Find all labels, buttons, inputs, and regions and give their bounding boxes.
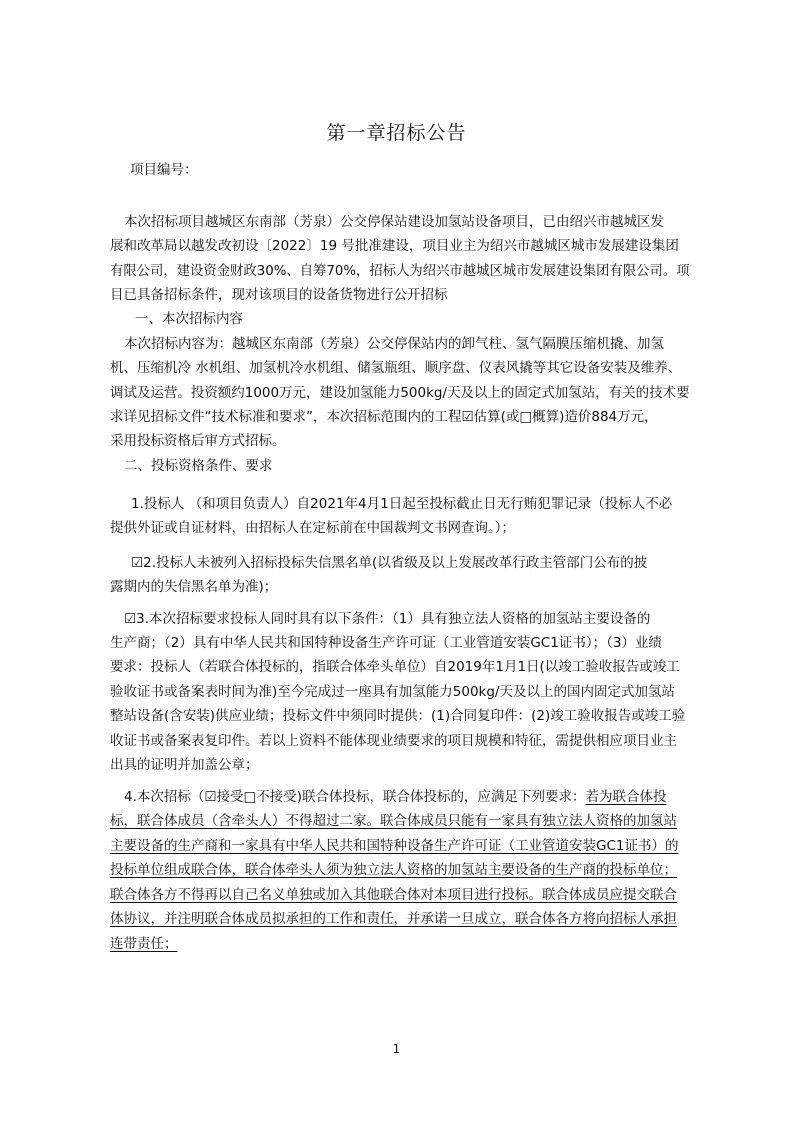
- item-4-underlined-line: 主要设备的生产商和一家具有中华人民共和国特种设备生产许可证（工业管道安装GC1证书）的: [110, 838, 679, 854]
- item-4-underlined-line: 连带责任；: [110, 936, 178, 952]
- item-3-line: 收证书或备案表复印件。若以上资料不能体现业绩要求的项目规模和特征，需提供相应项目业主: [110, 733, 677, 749]
- item-3-line: 验收证书或备案表时间为准)至今完成过一座具有加氢能力500kg/天及以上的国内固定式加氢站: [110, 684, 675, 700]
- section-1-line: 采用投标资格后审方式招标。: [110, 433, 286, 449]
- intro-line: 有限公司，建设资金财政30%、自筹70%，招标人为绍兴市越城区城市发展建设集团有限公司。项: [110, 263, 690, 279]
- intro-line: 本次招标项目越城区东南部（芳泉）公交停保站建设加氢站设备项目，已由绍兴市越城区发: [124, 214, 664, 230]
- item-3-line: 生产商；（2）具有中华人民共和国特种设备生产许可证（工业管道安装GC1证书）；（3）业绩: [110, 635, 662, 651]
- item-4-underlined-line: 体协议，并注明联合体成员拟承担的工作和责任，并承诺一旦成立，联合体各方将向招标人承担: [110, 911, 677, 927]
- project-number-label: 项目编号：: [130, 162, 198, 178]
- section-1-line: 求详见招标文件“技术标准和要求”，本次招标范围内的工程☑估算(或□概算)造价884万元，: [110, 409, 658, 425]
- item-1-line: 提供外证或自证材料，由招标人在定标前在中国裁判文书网查询。）；: [110, 520, 515, 536]
- item-3-line: ☑3.本次招标要求投标人同时具有以下条件：（1）具有独立法人资格的加氢站主要设备的: [124, 611, 651, 627]
- item-4-prefix: 4.本次招标（☑接受□不接受)联合体投标，联合体投标的，应满足下列要求：: [124, 789, 586, 805]
- section-1-line: 本次招标内容为：越城区东南部（芳泉）公交停保站内的卸气柱、氢气隔膜压缩机撬、加氢: [124, 336, 664, 352]
- item-4-underlined-line: 投标单位组成联合体，联合体牵头人须为独立法人资格的加氢站主要设备的生产商的投标单位；: [110, 862, 677, 878]
- item-3-line: 出具的证明并加盖公章；: [110, 757, 259, 773]
- intro-line: 目已具备招标条件，现对该项目的设备货物进行公开招标: [110, 287, 448, 303]
- item-2-line: 露期内的失信黑名单为准)；: [110, 579, 278, 595]
- section-2-heading: 二、投标资格条件、要求: [124, 458, 273, 474]
- item-4-underlined-line: 标，联合体成员（含牵头人）不得超过二家。联合体成员只能有一家具有独立法人资格的加氢站: [110, 813, 677, 829]
- item-4-underlined-line: 联合体各方不得再以自己名义单独或加入其他联合体对本项目进行投标。联合体成员应提交联合: [110, 887, 677, 903]
- item-3-line: 要求：投标人（若联合体投标的，指联合体牵头单位）自2019年1月1日(以竣工验收报告或竣工: [110, 659, 680, 675]
- item-4-first-line: [124, 787, 667, 807]
- item-4-underlined-start: 若为联合体投: [585, 789, 667, 805]
- section-1-line: 机、压缩机冷 水机组、加氢机冷水机组、储氢瓶组、顺序盘、仪表风撬等其它设备安装及维养、: [110, 360, 682, 376]
- item-1-line: 1.投标人 （和项目负责人）自2021年4月1日起至投标截止日无行贿犯罪记录（投标人不必: [131, 496, 673, 512]
- intro-line: 展和改革局以越发改初设〔2022〕19 号批准建设，项目业主为绍兴市越城区城市发展建设集团: [110, 238, 679, 254]
- document-title: 第一章招标公告: [326, 122, 467, 144]
- item-3-line: 整站设备(含安装)供应业绩；投标文件中须同时提供：(1)合同复印件：(2)竣工验收报告或竣工验: [110, 708, 686, 724]
- section-1-line: 调试及运营。投资额约1000万元，建设加氢能力500kg/天及以上的固定式加氢站，有关的技术要: [110, 385, 690, 401]
- section-1-heading: 一、本次招标内容: [135, 311, 243, 327]
- page-number: 1: [392, 1042, 401, 1056]
- item-2-line: ☑2.投标人未被列入招标投标失信黑名单(以省级及以上发展改革行政主管部门公布的披: [131, 555, 648, 571]
